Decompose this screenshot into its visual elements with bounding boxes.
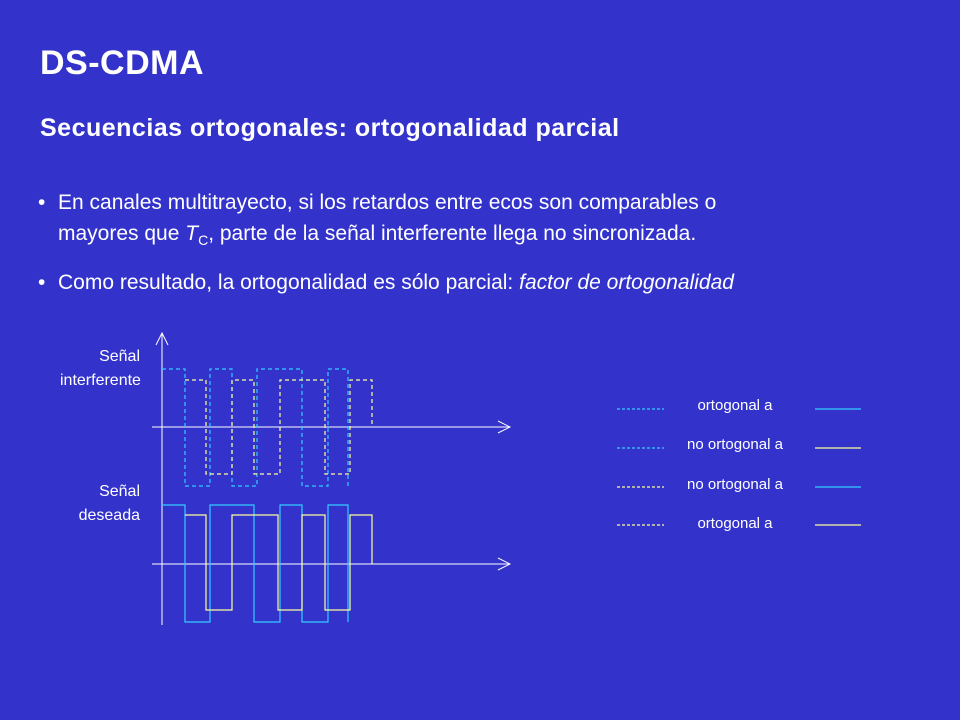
- label-interfering-line-1: Señal: [99, 348, 140, 365]
- bullet-dot: •: [38, 271, 46, 295]
- label-interfering-line-2: interferente: [60, 372, 141, 389]
- desired-wave-yellow: [185, 515, 372, 610]
- label-desired-line-1: Señal: [99, 483, 140, 500]
- bullet-dot: •: [38, 191, 46, 214]
- legend-label-1: ortogonal a: [697, 397, 773, 414]
- bullet-line-2-after: , parte de la señal interferente llega no sincronizada.: [208, 222, 697, 245]
- legend-label-3: no ortogonal a: [687, 476, 783, 493]
- slide-subtitle: Secuencias ortogonales: ortogonalidad parcial: [40, 114, 620, 142]
- tc-subscript: C: [198, 232, 209, 249]
- bullet-line-2-before: mayores que: [58, 222, 186, 245]
- slide-title: DS-CDMA: [40, 44, 205, 82]
- legend-lines: [617, 409, 861, 525]
- bullet-text-italic: factor de ortogonalidad: [519, 271, 734, 295]
- bullet-line-1: En canales multitrayecto, si los retardos entre ecos son comparables o: [58, 191, 717, 214]
- tc-symbol: T: [185, 222, 199, 245]
- legend-label-4: ortogonal a: [697, 515, 773, 532]
- legend-label-2: no ortogonal a: [687, 436, 783, 453]
- bullet-text-plain: Como resultado, la ortogonalidad es sólo parcial:: [58, 271, 520, 295]
- label-desired-line-2: deseada: [78, 507, 140, 524]
